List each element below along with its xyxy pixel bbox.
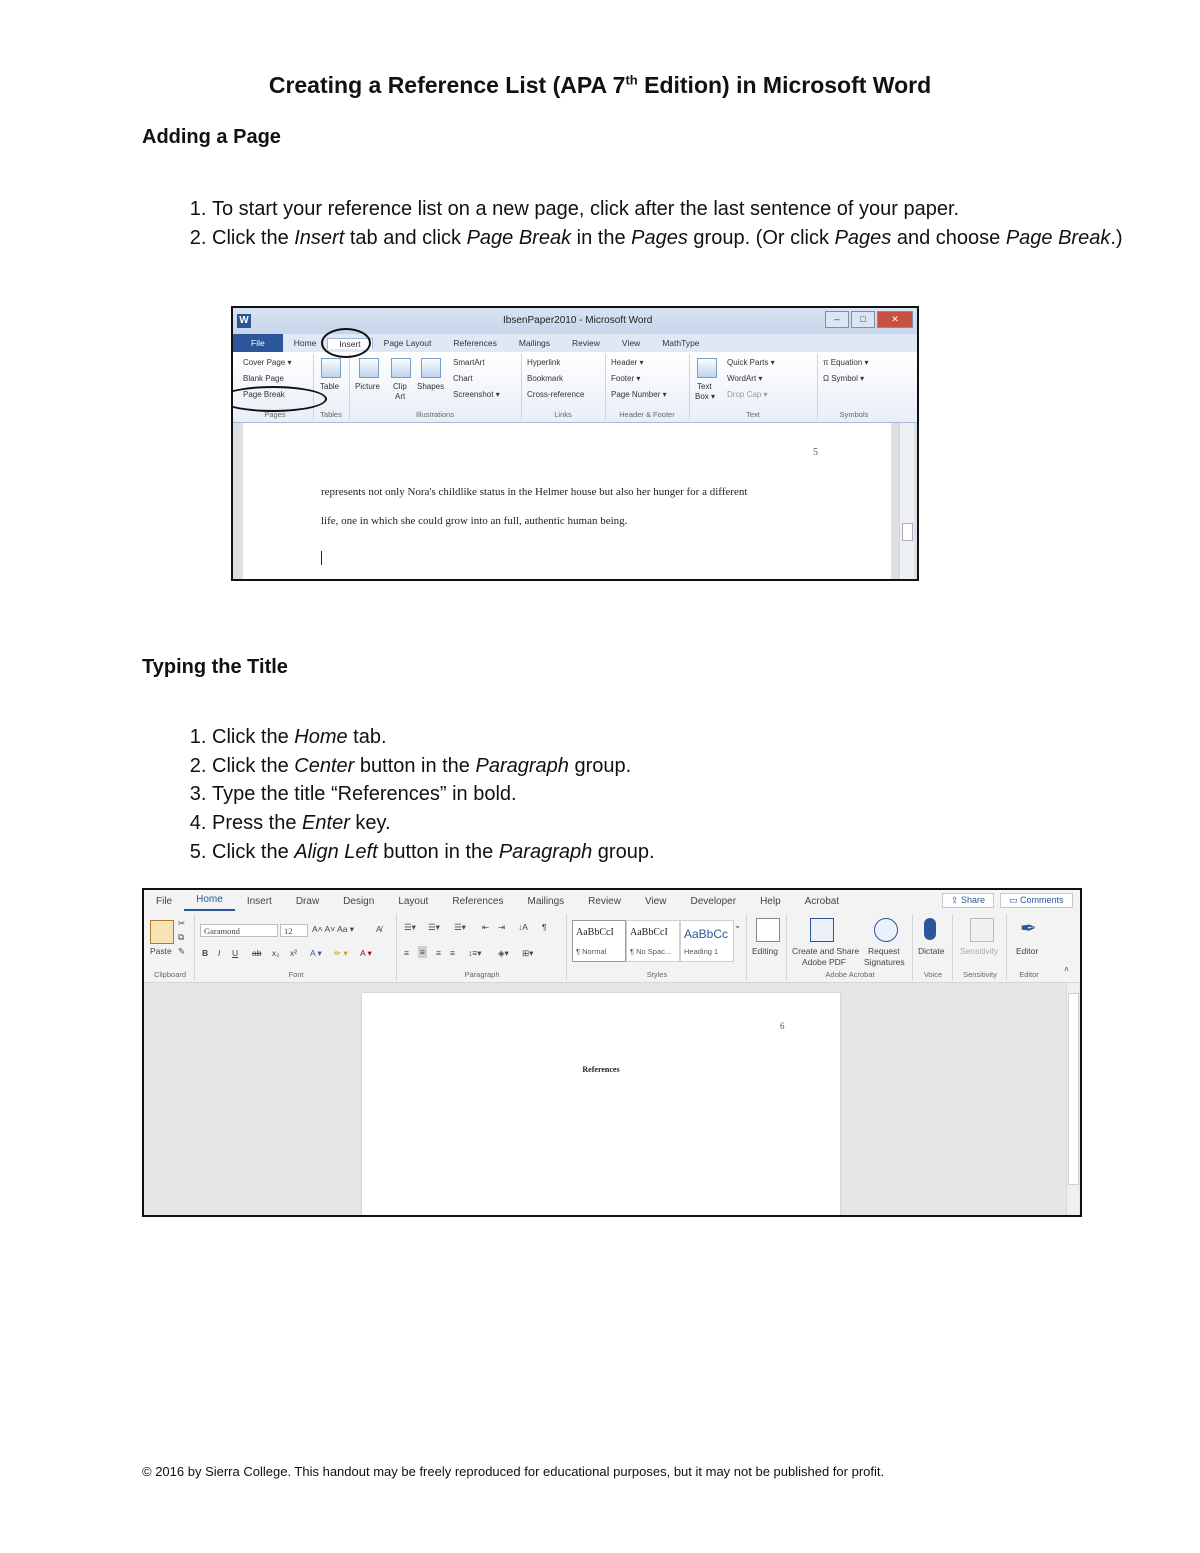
tab-view[interactable]: View [621, 338, 641, 348]
chart-button[interactable]: Chart [453, 374, 473, 383]
paste-button[interactable]: Paste [150, 946, 172, 956]
cross-reference-button[interactable]: Cross-reference [527, 390, 585, 399]
microphone-icon[interactable] [924, 918, 936, 940]
home-ribbon [144, 912, 1080, 983]
adobe-acrobat-group [788, 914, 913, 980]
font-name-select[interactable]: Garamond [200, 924, 278, 937]
text-effects-icon[interactable]: A ▾ [310, 948, 322, 958]
insert-tab-highlight-oval [321, 328, 371, 358]
picture-icon[interactable] [359, 358, 379, 378]
header-footer-group [605, 354, 690, 420]
style-preview: AaBbCc [684, 927, 729, 941]
step-text: tab. [347, 726, 387, 748]
step-item [212, 809, 1132, 838]
step-item [212, 195, 1132, 224]
sensitivity-icon[interactable] [970, 918, 994, 942]
copyright-footer: © 2016 by Sierra College. This handout may be freely reproduced for educational purposes, but it may not be published for profit. [142, 1464, 885, 1479]
text-box-button[interactable]: Text [697, 382, 712, 391]
paper-line-2: life, one in which she could grow into an full, authentic human being. [321, 515, 628, 527]
step-item [212, 752, 1132, 781]
text-group [689, 354, 818, 420]
create-share-pdf-line-1[interactable]: Create and Share [792, 946, 860, 956]
document-area [144, 983, 1080, 1215]
paper-line-1: represents not only Nora's childlike status in the Helmer house but also her hunger for a different [321, 486, 748, 498]
superscript-button[interactable]: x² [290, 948, 298, 958]
step-text: in the [571, 226, 632, 249]
clip-art-label: Art [395, 392, 406, 401]
step-item [212, 224, 1132, 253]
strikethrough-button[interactable]: ab [252, 948, 262, 958]
tab-acrobat[interactable]: Acrobat [804, 895, 840, 907]
tab-layout[interactable]: Layout [398, 895, 429, 907]
bookmark-button[interactable]: Bookmark [527, 374, 564, 383]
justify-icon[interactable]: ≡ [450, 948, 455, 958]
editor-group [1008, 914, 1050, 980]
voice-group [914, 914, 953, 980]
step-emphasis: Page Break [1005, 226, 1111, 249]
links-group-label: Links [554, 410, 572, 419]
style-heading-1[interactable] [680, 920, 734, 962]
section-heading-adding-page: Adding a Page [142, 126, 281, 148]
vertical-scrollbar[interactable] [899, 423, 914, 579]
word-icon: W [237, 314, 251, 328]
document-page[interactable] [243, 423, 891, 579]
document-area [233, 423, 917, 579]
tab-references[interactable]: References [453, 338, 497, 348]
request-signatures-icon[interactable] [874, 918, 898, 942]
underline-button[interactable]: U [232, 948, 239, 958]
window-title: IbsenPaper2010 - Microsoft Word [503, 315, 653, 326]
cut-icon[interactable]: ✂ [178, 918, 186, 928]
vertical-scrollbar[interactable] [1066, 983, 1079, 1215]
font-group-label: Font [288, 970, 304, 979]
maximize-icon[interactable]: □ [851, 311, 875, 328]
dictate-button[interactable]: Dictate [918, 946, 945, 956]
step-emphasis: Paragraph [475, 754, 569, 777]
tab-view[interactable]: View [644, 895, 667, 907]
paragraph-group-label: Paragraph [464, 970, 500, 979]
grow-font-icon[interactable]: A˄ A˅ Aa ▾ [312, 924, 355, 934]
create-share-pdf-line-2[interactable]: Adobe PDF [802, 957, 846, 967]
styles-group-label: Styles [646, 970, 668, 979]
tab-references[interactable]: References [452, 895, 504, 907]
tables-group-label: Tables [320, 410, 342, 419]
subscript-button[interactable]: x₂ [272, 948, 280, 958]
font-color-icon[interactable]: A ▾ [360, 948, 372, 958]
shapes-button[interactable]: Shapes [417, 382, 445, 391]
highlight-icon[interactable]: ✏ ▾ [334, 948, 348, 958]
footer-button[interactable]: Footer ▾ [611, 374, 641, 383]
editor-group-label: Editor [1019, 970, 1039, 979]
step-emphasis: Insert [294, 226, 345, 249]
align-left-icon[interactable]: ≡ [404, 948, 409, 958]
scroll-thumb[interactable] [902, 523, 913, 541]
style-normal[interactable] [572, 920, 626, 962]
tab-page-layout[interactable]: Page Layout [383, 338, 432, 348]
scroll-thumb[interactable] [1068, 993, 1079, 1185]
style-no-spacing[interactable] [626, 920, 680, 962]
step-text: Press the [212, 812, 303, 835]
text-cursor [321, 551, 322, 565]
step-text: button in the [377, 840, 499, 863]
step-emphasis: Enter [302, 812, 350, 835]
step-text: group. [568, 754, 632, 777]
editing-button[interactable]: Editing [752, 946, 778, 956]
tab-home[interactable]: Home [293, 338, 317, 348]
symbol-button[interactable]: Ω Symbol ▾ [823, 374, 865, 383]
italic-button[interactable]: I [218, 948, 221, 958]
step-item [212, 780, 1132, 809]
insert-ribbon [233, 352, 917, 423]
word-365-screenshot [142, 888, 1082, 1217]
step-text: .) [1110, 226, 1123, 249]
style-name: ¶ Normal [576, 947, 607, 956]
copy-icon[interactable]: ⧉ [178, 932, 185, 942]
section-heading-typing-title: Typing the Title [142, 656, 288, 678]
symbols-group-label: Symbols [839, 410, 869, 419]
tab-help[interactable]: Help [760, 895, 781, 907]
step-text: key. [349, 812, 391, 835]
header-footer-group-label: Header & Footer [619, 410, 675, 419]
clipboard-group [146, 914, 195, 980]
step-text: To start your reference list on a new page, click after the last sentence of your paper. [212, 198, 960, 220]
style-preview: AaBbCcI [576, 927, 614, 938]
share-button[interactable]: ⇪ Share [942, 893, 994, 908]
tab-draw[interactable]: Draw [295, 895, 320, 907]
cover-page-button[interactable]: Cover Page ▾ [243, 358, 292, 367]
line-spacing-icon[interactable]: ↕≡▾ [468, 948, 482, 958]
sensitivity-button[interactable]: Sensitivity [960, 946, 999, 956]
step-text: tab and click [344, 226, 467, 249]
screenshot-button[interactable]: Screenshot ▾ [453, 390, 500, 399]
adobe-group-label: Adobe Acrobat [825, 970, 875, 979]
picture-button[interactable]: Picture [355, 382, 380, 391]
show-formatting-icon[interactable]: ¶ [542, 922, 547, 932]
hyperlink-button[interactable]: Hyperlink [527, 358, 561, 367]
step-text: Click the [212, 726, 295, 748]
voice-group-label: Voice [923, 970, 943, 979]
style-name: Heading 1 [684, 947, 719, 956]
blank-page-button[interactable]: Blank Page [243, 374, 284, 383]
tab-mailings[interactable]: Mailings [527, 895, 565, 907]
step-emphasis: Paragraph [498, 840, 593, 863]
styles-group [568, 914, 747, 980]
step-text: Click the [212, 840, 295, 863]
sort-icon[interactable]: ↓A [518, 922, 528, 932]
step-text: group. [592, 840, 655, 863]
increase-indent-icon[interactable]: ⇥ [498, 922, 506, 932]
adding-page-steps [142, 195, 1132, 252]
step-text: Click the [212, 754, 295, 777]
shading-icon[interactable]: ◈▾ [498, 948, 509, 958]
comment-icon: ▭ [1009, 895, 1021, 905]
sensitivity-group-label: Sensitivity [963, 970, 997, 979]
smartart-button[interactable]: SmartArt [453, 358, 485, 367]
step-emphasis: Page Break [466, 226, 572, 249]
create-pdf-icon[interactable] [810, 918, 834, 942]
paragraph-group [398, 914, 567, 980]
tab-insert[interactable]: Insert [246, 895, 272, 907]
header-button[interactable]: Header ▾ [611, 358, 644, 367]
equation-button[interactable]: π Equation ▾ [823, 358, 869, 367]
step-emphasis: Pages [834, 226, 892, 249]
tab-design[interactable]: Design [343, 895, 375, 907]
editor-button[interactable]: Editor [1016, 946, 1039, 956]
tables-group [313, 354, 350, 420]
step-emphasis: Pages [631, 226, 688, 249]
page-number: 5 [813, 447, 818, 458]
illustrations-group [349, 354, 522, 420]
align-center-icon[interactable]: ≡ [420, 947, 425, 957]
font-size-select[interactable]: 12 [280, 924, 308, 937]
tab-developer[interactable]: Developer [690, 895, 737, 907]
symbols-group [817, 354, 891, 420]
share-icon: ⇪ [951, 895, 962, 905]
tab-file[interactable]: File [156, 895, 173, 907]
request-signatures-line-1[interactable]: Request [868, 946, 900, 956]
style-preview: AaBbCcI [630, 927, 668, 938]
drop-cap-button[interactable]: Drop Cap ▾ [727, 390, 768, 399]
numbering-icon[interactable]: ☰▾ [428, 922, 440, 932]
clipboard-group-label: Clipboard [153, 970, 187, 979]
quick-parts-button[interactable]: Quick Parts ▾ [727, 358, 775, 367]
borders-icon[interactable]: ⊞▾ [522, 948, 534, 958]
step-text: group. (Or click [687, 226, 835, 249]
text-group-label: Text [746, 410, 760, 419]
typing-title-steps [142, 723, 1132, 867]
word-2010-screenshot [231, 306, 919, 581]
shapes-icon[interactable] [421, 358, 441, 378]
collapse-ribbon-icon[interactable]: ˄ [1064, 964, 1069, 974]
step-item [212, 723, 1132, 752]
step-text: and choose [891, 226, 1006, 249]
step-emphasis: Align Left [294, 840, 378, 863]
paste-icon[interactable] [150, 920, 174, 944]
table-icon[interactable] [321, 358, 341, 378]
tab-home[interactable]: Home [184, 891, 235, 911]
clip-art-icon[interactable] [391, 358, 411, 378]
table-button[interactable]: Table [320, 382, 340, 391]
comments-button[interactable]: ▭ Comments [1000, 893, 1073, 908]
minimize-icon[interactable]: – [825, 311, 849, 328]
document-title: Creating a Reference List (APA 7th Edition) in Microsoft Word [268, 72, 932, 98]
search-icon[interactable] [756, 918, 780, 942]
clear-formatting-icon[interactable]: A̸ [376, 924, 382, 934]
wordart-button[interactable]: WordArt ▾ [727, 374, 763, 383]
decrease-indent-icon[interactable]: ⇤ [482, 922, 490, 932]
tab-review[interactable]: Review [572, 338, 600, 348]
multilevel-list-icon[interactable]: ☰▾ [454, 922, 466, 932]
tab-review[interactable]: Review [588, 895, 621, 907]
references-heading: References [582, 1065, 620, 1074]
page-number-button[interactable]: Page Number ▾ [611, 390, 667, 399]
window-controls [825, 311, 913, 328]
tab-insert[interactable]: Insert [327, 338, 372, 349]
clip-art-button[interactable]: Clip [393, 382, 407, 391]
close-icon[interactable]: ✕ [877, 311, 913, 328]
step-text: button in the [354, 754, 476, 777]
sensitivity-group [954, 914, 1007, 980]
align-right-icon[interactable]: ≡ [436, 948, 441, 958]
step-emphasis: Center [294, 754, 355, 777]
tab-mathtype[interactable]: MathType [662, 338, 700, 348]
page-break-button[interactable]: Page Break [243, 390, 285, 399]
page-number: 6 [780, 1021, 785, 1031]
format-painter-icon[interactable]: ✎ [178, 946, 186, 956]
ribbon-tabs [144, 890, 1080, 912]
step-text: Type the title “References” in bold. [212, 783, 517, 806]
illustrations-group-label: Illustrations [416, 410, 454, 419]
document-page[interactable] [362, 993, 840, 1215]
font-group [196, 914, 397, 980]
text-box-icon[interactable] [697, 358, 717, 378]
tab-file[interactable]: File [233, 334, 283, 352]
style-name: ¶ No Spac... [630, 947, 672, 956]
tab-mailings[interactable]: Mailings [518, 338, 551, 348]
editing-group [748, 914, 787, 980]
text-box-dropdown[interactable]: Box ▾ [695, 392, 716, 401]
request-signatures-line-2[interactable]: Signatures [864, 957, 905, 967]
step-emphasis: Home [294, 726, 348, 748]
editor-pen-icon[interactable]: ✒ [1020, 918, 1037, 940]
bullets-icon[interactable]: ☰▾ [404, 922, 416, 932]
step-item [212, 838, 1132, 867]
styles-more-icon[interactable]: ⌄ [734, 920, 742, 930]
step-text: Click the [212, 226, 295, 249]
bold-button[interactable]: B [202, 948, 209, 958]
pages-group-label: Pages [264, 410, 286, 419]
links-group [521, 354, 606, 420]
